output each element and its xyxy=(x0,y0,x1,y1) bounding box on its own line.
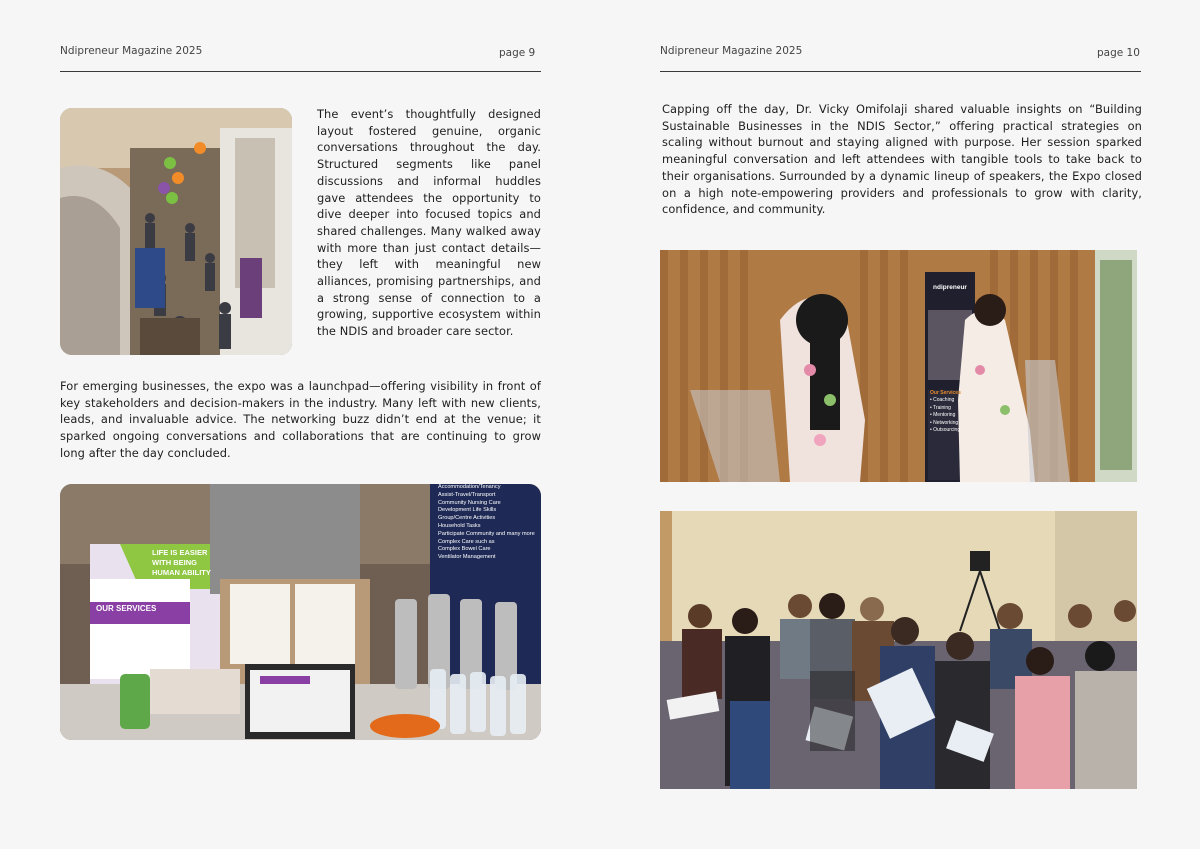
page-number: page 10 xyxy=(1097,47,1140,59)
expo-crowd-photo xyxy=(60,108,292,355)
magazine-title: Ndipreneur Magazine 2025 xyxy=(60,45,203,57)
banner-service-item: • Networking xyxy=(930,419,959,426)
banner-services-heading: Our Services xyxy=(930,390,961,396)
booth-our-services-label: OUR SERVICES xyxy=(96,604,157,613)
paragraph-1: Capping off the day, Dr. Vicky Omifolaji shared valuable insights on “Building Sustainable Businesses in the NDIS Sector,” offering practical strategies on scaling without burnout and staying aligned with purpose. Her session sparked meaningful conversation and left attendees with tangible tools to take back to their organisations. Surrounded by a dynamic lineup of speakers, the Expo closed on a high note-empowering providers and professionals to grow with clarity, confidence, and community. xyxy=(662,102,1142,217)
booth-service-item: Group/Centre Activities xyxy=(438,515,496,522)
booth-service-item: Assist-Travel/Transport xyxy=(438,491,496,498)
header-rule xyxy=(660,71,1141,72)
booth-service-item: Complex Bowel Care xyxy=(438,546,491,553)
banner-service-item: • Training xyxy=(930,404,951,411)
booth-service-item: Ventilator Management xyxy=(438,554,496,561)
audience-photo xyxy=(660,511,1137,789)
header-rule xyxy=(60,71,541,72)
booth-service-item: Participate Community and many more xyxy=(438,530,535,537)
paragraph-2: For emerging businesses, the expo was a launchpad—offering visibility in front of key stakeholders and decision-makers in the industry. Many left with new clients, leads, and invaluable advice. The networking buzz didn’t end at the venue; it sparked ongoing conversations and collaborations that are continuing to grow long after the day concluded. xyxy=(60,379,541,460)
booth-service-item: Development Life Skills xyxy=(438,507,497,514)
booth-service-item: Complex Care such as xyxy=(438,538,495,545)
page-number: page 9 xyxy=(499,47,536,59)
banner-service-item: • Outsourcing xyxy=(930,427,961,434)
banner-brand: ndipreneur xyxy=(933,284,967,291)
speakers-stage-photo xyxy=(660,250,1137,482)
expo-booth-photo xyxy=(60,484,541,740)
booth-service-item: Community Nursing Care xyxy=(438,499,501,506)
right-page xyxy=(600,0,1200,849)
booth-service-item: Accommodation/Tenancy xyxy=(438,484,501,490)
banner-service-item: • Mentoring xyxy=(930,412,956,419)
booth-service-item: Household Tasks xyxy=(438,522,481,529)
booth-services-list xyxy=(438,484,538,562)
booth-slogan: LIFE IS EASIER WITH BEING HUMAN ABILITY xyxy=(152,548,211,577)
paragraph-1: The event’s thoughtfully designed layout fostered genuine, organic conversations throughout the day. Structured segments like panel discussions and informal huddles gave attendees the opportunity to dive deeper into focused topics and shared challenges. Many walked away with more than just contact details—they left with meaningful new alliances, promising partnerships, and a strong sense of connection to a growing, supportive ecosystem within the NDIS and broader care sector. xyxy=(317,107,541,339)
magazine-title: Ndipreneur Magazine 2025 xyxy=(660,45,803,57)
banner-service-item: • Coaching xyxy=(930,397,955,404)
banner-services xyxy=(930,390,972,434)
